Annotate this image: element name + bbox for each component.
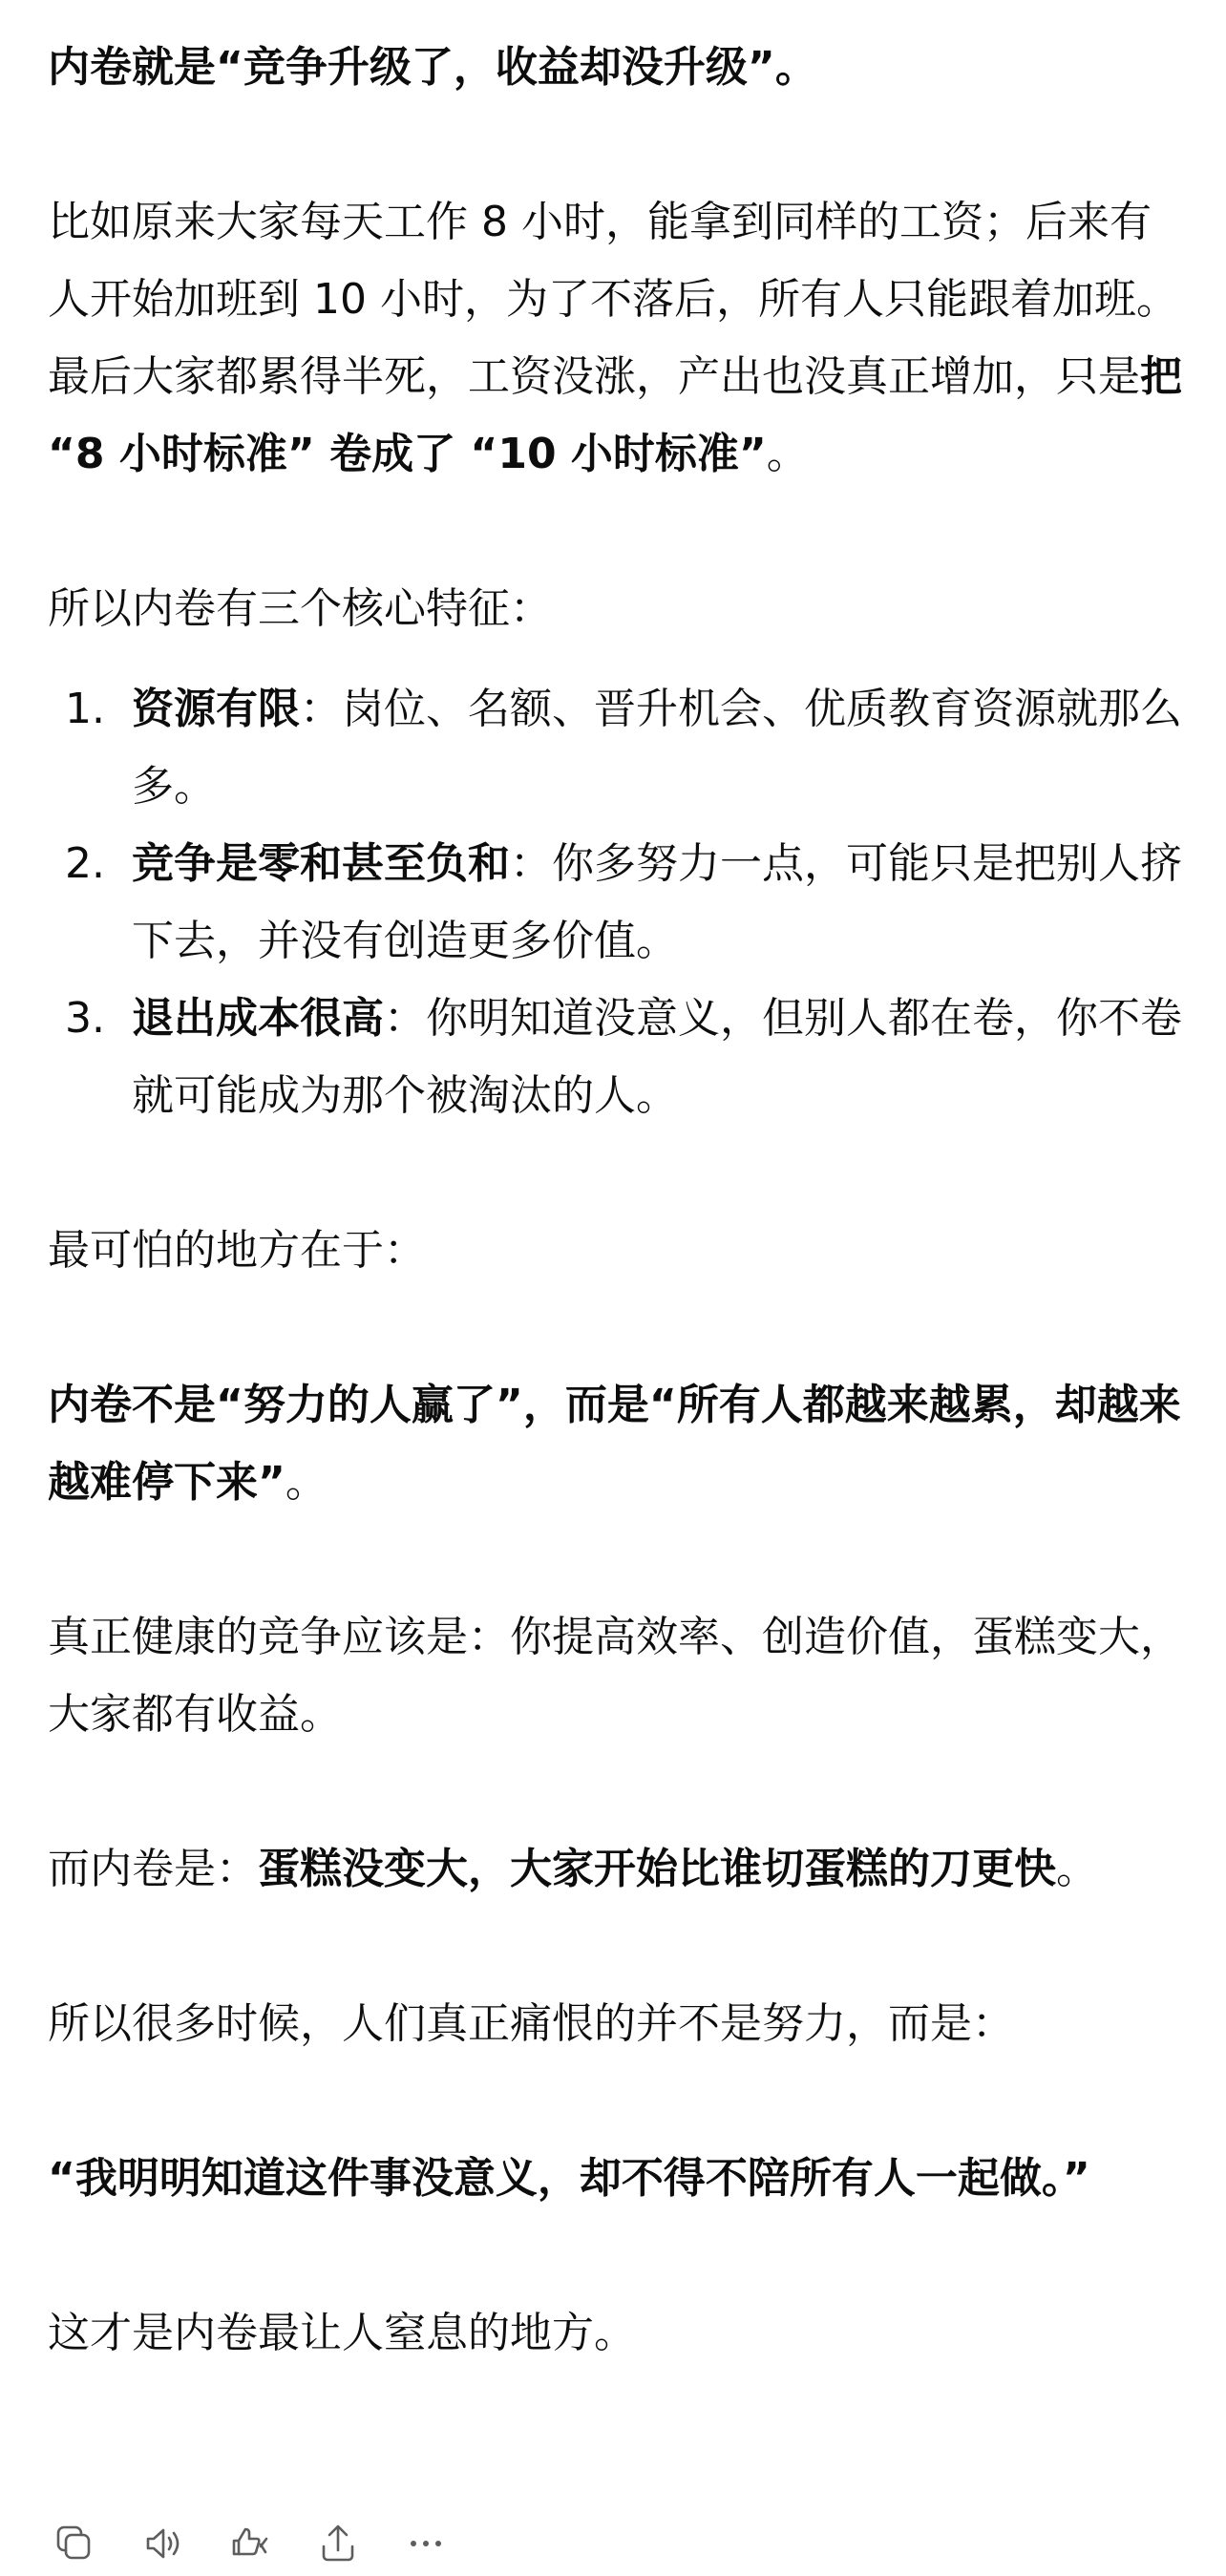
copy-icon [53, 2522, 96, 2565]
list-item: 2. 竞争是零和甚至负和：你多努力一点，可能只是把别人挤下去，并没有创造更多价值。 [65, 839, 1182, 965]
read-aloud-button[interactable] [136, 2517, 189, 2570]
key-point: 内卷不是“努力的人赢了”，而是“所有人都越来越累，却越来越难停下来”。 [48, 1381, 1181, 1507]
share-button[interactable] [311, 2517, 365, 2570]
list-item: 3. 退出成本很高：你明知道没意义，但别人都在卷，你不卷就可能成为那个被淘汰的人。 [65, 994, 1182, 1120]
example-paragraph: 比如原来大家每天工作 8 小时，能拿到同样的工资；后来有人开始加班到 10 小时，为了不落后，所有人只能跟着加班。最后大家都累得半死，工资没涨，产出也没真正增加，只是把 “8 小时标准” 卷成了 “10 小时标准”。 [48, 198, 1182, 478]
more-icon [404, 2522, 448, 2565]
feedback-button[interactable] [223, 2517, 277, 2570]
copy-button[interactable] [48, 2517, 101, 2570]
assistant-message [48, 29, 1184, 2372]
message-action-bar [48, 2511, 487, 2576]
quote: “我明明知道这件事没意义，却不得不陪所有人一起做。” [48, 2154, 1090, 2203]
features-intro: 所以内卷有三个核心特征： [48, 584, 552, 633]
share-icon [316, 2522, 360, 2565]
list-item: 1. 资源有限：岗位、名额、晋升机会、优质教育资源就那么多。 [65, 685, 1182, 811]
more-options-button[interactable] [399, 2517, 453, 2570]
healthy-competition-paragraph: 真正健康的竞争应该是：你提高效率、创造价值，蛋糕变大，大家都有收益。 [48, 1613, 1182, 1739]
thumbs-feedback-icon [228, 2522, 272, 2565]
intro-sentence: 内卷就是“竞争升级了，收益却没升级”。 [48, 43, 817, 92]
involution-definition: 而内卷是：蛋糕没变大，大家开始比谁切蛋糕的刀更快。 [48, 1845, 1098, 1893]
features-list [48, 670, 1184, 1134]
speaker-icon [140, 2522, 184, 2565]
what-people-hate-intro: 所以很多时候，人们真正痛恨的并不是努力，而是： [48, 1999, 1014, 2048]
scary-part-intro: 最可怕的地方在于： [48, 1226, 426, 1275]
conclusion: 这才是内卷最让人窒息的地方。 [48, 2309, 636, 2357]
